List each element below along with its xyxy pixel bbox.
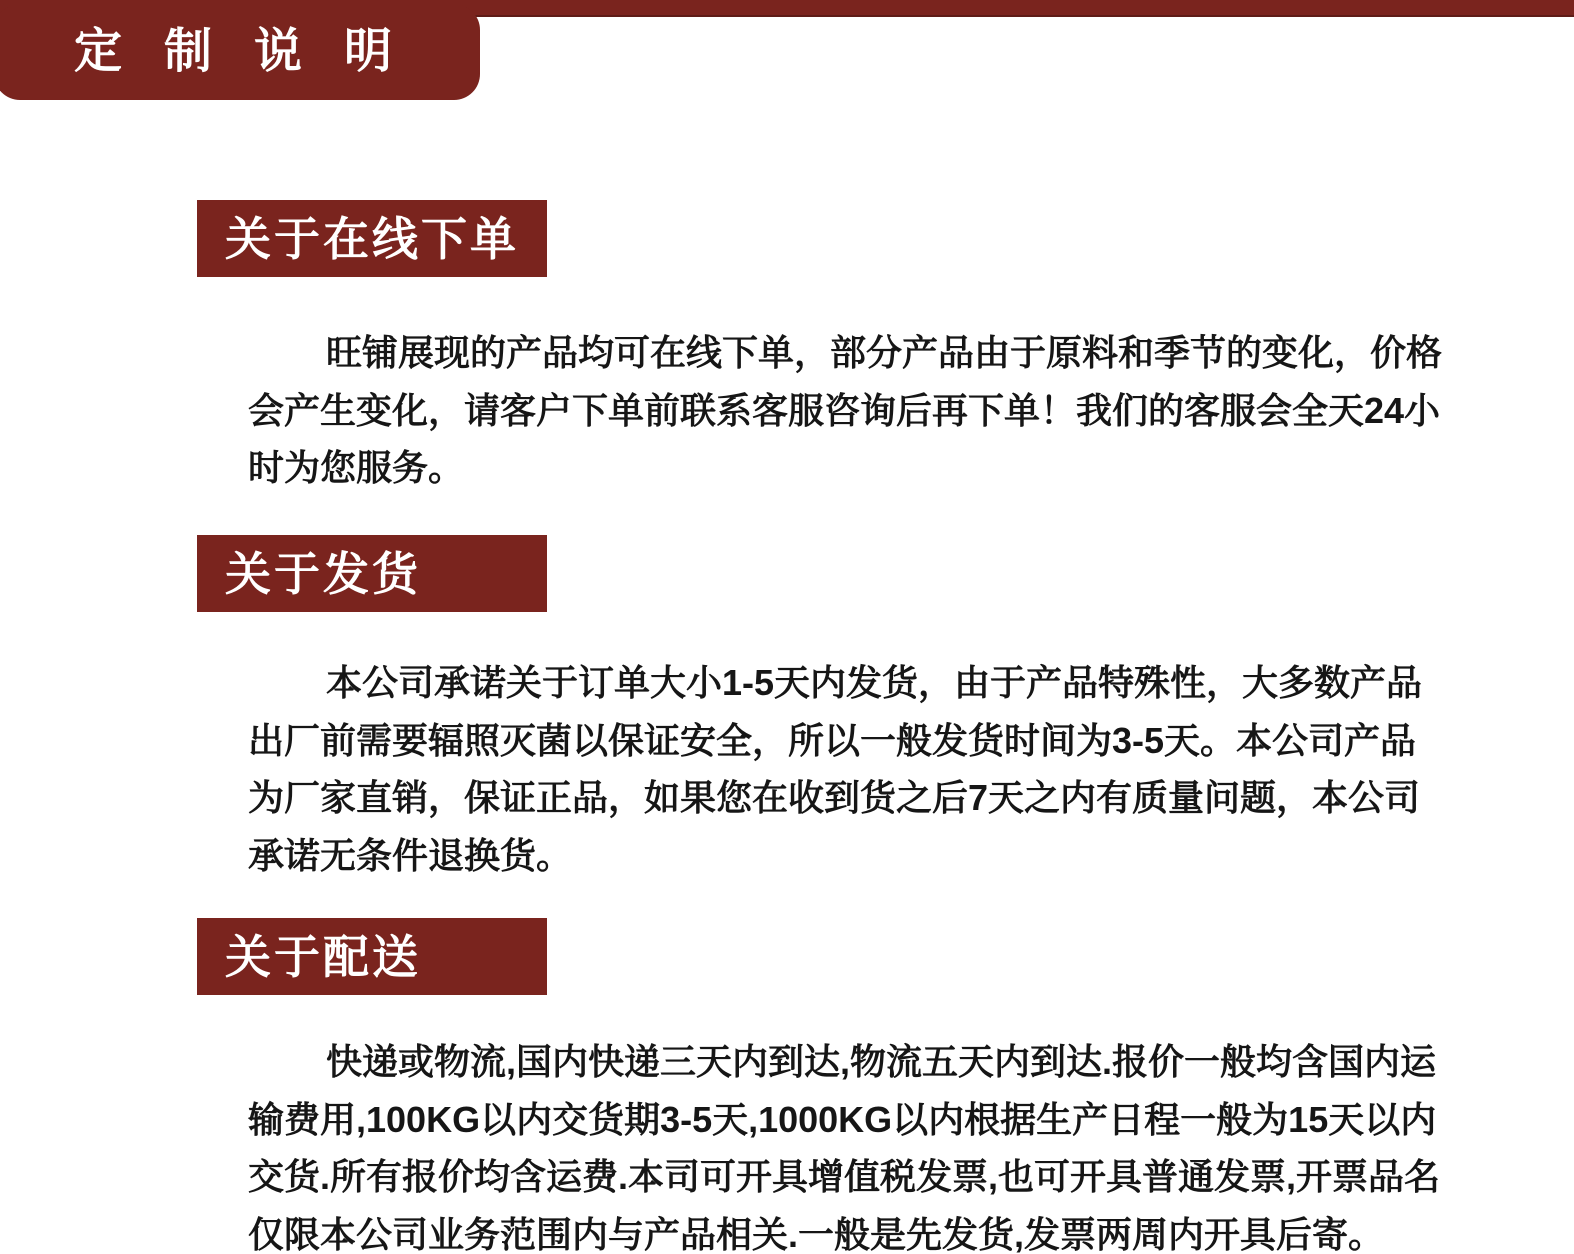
text-line: 交货.所有报价均含运费.本司可开具增值税发票,也可开具普通发票,开票品名 (248, 1156, 1441, 1198)
page-title: 定制说明 (74, 25, 435, 78)
page-title-tab (0, 4, 480, 100)
section-body-delivery (248, 1033, 1458, 1254)
section-body-shipping (248, 654, 1458, 884)
text-line: 承诺无条件退换货。 (248, 834, 573, 876)
text-line: 时为您服务。 (248, 447, 465, 489)
text-line: 旺铺展现的产品均可在线下单，部分产品由于原料和季节的变化，价格 (326, 332, 1443, 373)
text-line: 输费用,100KG以内交货期3-5天,1000KG以内根据生产日程一般为15天以内 (248, 1098, 1437, 1140)
section-heading-delivery (197, 918, 547, 995)
text-line: 本公司承诺关于订单大小1-5天内发货，由于产品特殊性，大多数产品 (326, 662, 1423, 703)
section-heading-shipping-label: 关于发货 (225, 547, 421, 600)
text-line: 仅限本公司业务范围内与产品相关.一般是先发货,发票两周内开具后寄。 (248, 1213, 1385, 1254)
text-line: 出厂前需要辐照灭菌以保证安全，所以一般发货时间为3-5天。本公司产品 (248, 719, 1417, 761)
text-line: 快递或物流,国内快递三天内到达,物流五天内到达.报价一般均含国内运 (326, 1041, 1437, 1082)
section-heading-online-order-label: 关于在线下单 (225, 212, 519, 265)
text-line: 会产生变化，请客户下单前联系客服咨询后再下单！我们的客服会全天24小 (248, 389, 1441, 431)
section-heading-online-order (197, 200, 547, 277)
section-heading-delivery-label: 关于配送 (225, 930, 421, 983)
text-line: 为厂家直销，保证正品，如果您在收到货之后7天之内有质量问题，本公司 (248, 777, 1421, 819)
section-body-online-order (248, 324, 1458, 497)
section-heading-shipping (197, 535, 547, 612)
